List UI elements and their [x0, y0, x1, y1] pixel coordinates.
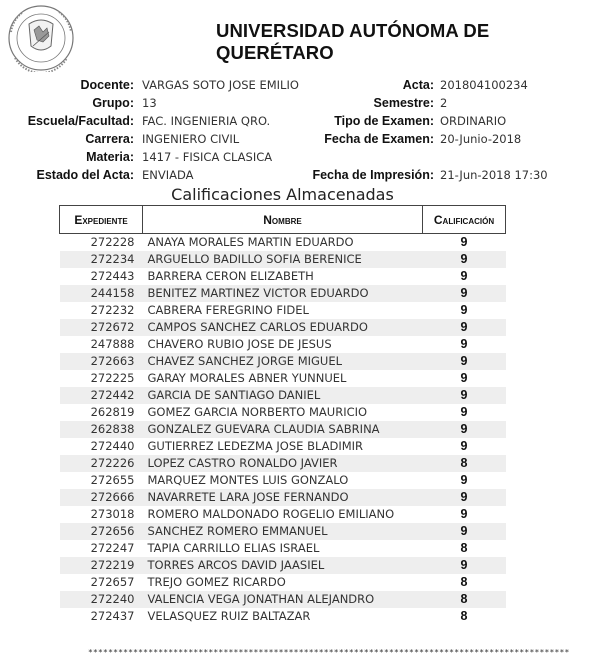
expediente-cell: 272232 — [60, 302, 143, 319]
table-row — [60, 438, 506, 455]
nombre-cell: NAVARRETE LARA JOSE FERNANDO — [143, 489, 423, 506]
acta-label: Acta: — [402, 78, 434, 92]
info-row — [0, 96, 607, 114]
calificacion-cell: 8 — [423, 455, 506, 472]
expediente-cell: 272226 — [60, 455, 143, 472]
table-row — [60, 540, 506, 557]
nombre-cell: MARQUEZ MONTES LUIS GONZALO — [143, 472, 423, 489]
expediente-cell: 272219 — [60, 557, 143, 574]
calificacion-cell: 9 — [423, 489, 506, 506]
fecha-impresion-label: Fecha de Impresión: — [312, 168, 434, 182]
calificacion-cell: 8 — [423, 540, 506, 557]
table-row — [60, 251, 506, 268]
footer-separator: ************************************************************************************************ — [88, 648, 570, 657]
nombre-cell: GONZALEZ GUEVARA CLAUDIA SABRINA — [143, 421, 423, 438]
table-row — [60, 387, 506, 404]
calificacion-cell: 8 — [423, 591, 506, 608]
table-row — [60, 370, 506, 387]
expediente-cell: 272225 — [60, 370, 143, 387]
docente-label: Docente: — [80, 78, 134, 92]
fecha-examen-label: Fecha de Examen: — [324, 132, 434, 146]
table-row — [60, 319, 506, 336]
calificacion-cell: 9 — [423, 472, 506, 489]
calificacion-cell: 9 — [423, 302, 506, 319]
column-header-calificacion: Calificación — [423, 206, 506, 234]
nombre-cell: GOMEZ GARCIA NORBERTO MAURICIO — [143, 404, 423, 421]
university-seal-logo — [3, 2, 81, 72]
semestre-value: 2 — [440, 96, 448, 110]
expediente-cell: 272247 — [60, 540, 143, 557]
table-row — [60, 336, 506, 353]
carrera-value: INGENIERO CIVIL — [142, 132, 240, 146]
calificacion-cell: 9 — [423, 234, 506, 252]
calificacion-cell: 9 — [423, 336, 506, 353]
expediente-cell: 262819 — [60, 404, 143, 421]
fecha-examen-value: 20-Junio-2018 — [440, 132, 522, 146]
semestre-label: Semestre: — [373, 96, 434, 110]
calificacion-cell: 9 — [423, 523, 506, 540]
table-row — [60, 523, 506, 540]
table-row — [60, 591, 506, 608]
table-row — [60, 574, 506, 591]
calificacion-cell: 9 — [423, 353, 506, 370]
nombre-cell: SANCHEZ ROMERO EMMANUEL — [143, 523, 423, 540]
expediente-cell: 244158 — [60, 285, 143, 302]
nombre-cell: TORRES ARCOS DAVID JAASIEL — [143, 557, 423, 574]
table-row — [60, 472, 506, 489]
table-row — [60, 506, 506, 523]
table-row — [60, 234, 506, 252]
info-row — [0, 150, 607, 168]
acta-value: 201804100234 — [440, 78, 528, 92]
nombre-cell: GARCIA DE SANTIAGO DANIEL — [143, 387, 423, 404]
expediente-cell: 272440 — [60, 438, 143, 455]
calificacion-cell: 9 — [423, 557, 506, 574]
calificacion-cell: 9 — [423, 438, 506, 455]
expediente-cell: 272443 — [60, 268, 143, 285]
table-row — [60, 268, 506, 285]
grades-table — [59, 205, 506, 625]
column-header-nombre: Nombre — [143, 206, 423, 234]
docente-value: VARGAS SOTO JOSE EMILIO — [142, 78, 299, 92]
expediente-cell: 272240 — [60, 591, 143, 608]
expediente-cell: 247888 — [60, 336, 143, 353]
nombre-cell: ANAYA MORALES MARTIN EDUARDO — [143, 234, 423, 252]
calificacion-cell: 9 — [423, 370, 506, 387]
table-row — [60, 404, 506, 421]
expediente-cell: 272663 — [60, 353, 143, 370]
table-row — [60, 455, 506, 472]
expediente-cell: 272666 — [60, 489, 143, 506]
nombre-cell: VALENCIA VEGA JONATHAN ALEJANDRO — [143, 591, 423, 608]
escuela-value: FAC. INGENIERIA QRO. — [142, 114, 271, 128]
expediente-cell: 273018 — [60, 506, 143, 523]
nombre-cell: BENITEZ MARTINEZ VICTOR EDUARDO — [143, 285, 423, 302]
grades-table-body — [60, 234, 506, 626]
table-row — [60, 421, 506, 438]
nombre-cell: GARAY MORALES ABNER YUNNUEL — [143, 370, 423, 387]
expediente-cell: 272655 — [60, 472, 143, 489]
calificacion-cell: 8 — [423, 574, 506, 591]
nombre-cell: LOPEZ CASTRO RONALDO JAVIER — [143, 455, 423, 472]
info-row — [0, 132, 607, 150]
nombre-cell: GUTIERREZ LEDEZMA JOSE BLADIMIR — [143, 438, 423, 455]
table-row — [60, 557, 506, 574]
table-row — [60, 353, 506, 370]
expediente-cell: 262838 — [60, 421, 143, 438]
nombre-cell: CABRERA FEREGRINO FIDEL — [143, 302, 423, 319]
university-title: UNIVERSIDAD AUTÓNOMA DE QUERÉTARO — [216, 20, 490, 63]
estado-value: ENVIADA — [142, 168, 194, 182]
info-row — [0, 168, 607, 186]
nombre-cell: TAPIA CARRILLO ELIAS ISRAEL — [143, 540, 423, 557]
table-row — [60, 302, 506, 319]
calificacion-cell: 8 — [423, 608, 506, 625]
materia-label: Materia: — [86, 150, 134, 164]
expediente-cell: 272672 — [60, 319, 143, 336]
table-row — [60, 285, 506, 302]
nombre-cell: CHAVEZ SANCHEZ JORGE MIGUEL — [143, 353, 423, 370]
column-header-expediente: Expediente — [60, 206, 143, 234]
expediente-cell: 272234 — [60, 251, 143, 268]
tipo-examen-value: ORDINARIO — [440, 114, 507, 128]
estado-label: Estado del Acta: — [36, 168, 134, 182]
calificacion-cell: 9 — [423, 319, 506, 336]
nombre-cell: BARRERA CERON ELIZABETH — [143, 268, 423, 285]
table-header-row — [60, 206, 506, 234]
nombre-cell: VELASQUEZ RUIZ BALTAZAR — [143, 608, 423, 625]
table-row — [60, 489, 506, 506]
grupo-value: 13 — [142, 96, 157, 110]
fecha-impresion-value: 21-Jun-2018 17:30 — [440, 168, 548, 182]
expediente-cell: 272657 — [60, 574, 143, 591]
calificacion-cell: 9 — [423, 285, 506, 302]
nombre-cell: ARGUELLO BADILLO SOFIA BERENICE — [143, 251, 423, 268]
calificacion-cell: 9 — [423, 421, 506, 438]
calificacion-cell: 9 — [423, 251, 506, 268]
expediente-cell: 272656 — [60, 523, 143, 540]
calificacion-cell: 9 — [423, 506, 506, 523]
calificacion-cell: 9 — [423, 387, 506, 404]
calificacion-cell: 9 — [423, 404, 506, 421]
table-row — [60, 608, 506, 625]
calificacion-cell: 9 — [423, 268, 506, 285]
table-caption: Calificaciones Almacenadas — [171, 185, 394, 204]
escuela-label: Escuela/Facultad: — [27, 114, 134, 128]
expediente-cell: 272442 — [60, 387, 143, 404]
nombre-cell: CAMPOS SANCHEZ CARLOS EDUARDO — [143, 319, 423, 336]
expediente-cell: 272437 — [60, 608, 143, 625]
info-row — [0, 114, 607, 132]
expediente-cell: 272228 — [60, 234, 143, 252]
carrera-label: Carrera: — [85, 132, 134, 146]
info-row — [0, 78, 607, 96]
nombre-cell: TREJO GOMEZ RICARDO — [143, 574, 423, 591]
nombre-cell: ROMERO MALDONADO ROGELIO EMILIANO — [143, 506, 423, 523]
nombre-cell: CHAVERO RUBIO JOSE DE JESUS — [143, 336, 423, 353]
tipo-examen-label: Tipo de Examen: — [334, 114, 434, 128]
materia-value: 1417 - FISICA CLASICA — [142, 150, 273, 164]
grupo-label: Grupo: — [92, 96, 134, 110]
